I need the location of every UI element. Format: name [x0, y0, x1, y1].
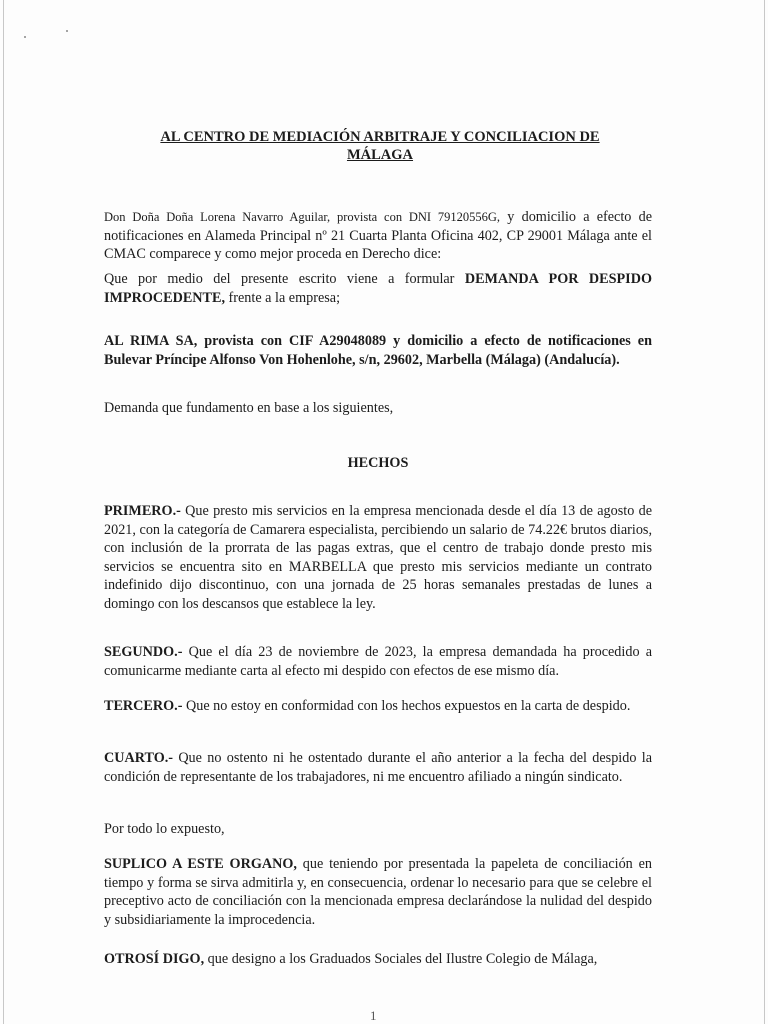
demand-bold: DEMANDA POR DESPIDO IMPROCEDENTE, [104, 271, 652, 306]
otrosi-label: OTROSÍ DIGO, [104, 951, 205, 967]
hechos-heading: HECHOS [347, 455, 409, 471]
suplico-paragraph [104, 855, 652, 929]
suplico-text: que teniendo por presentada la papeleta de conciliación en tiempo y forma se sirva admitirla y, en consecuencia, ordenar lo necesario para que se celebre el preceptivo acto de conciliación con la mencionada empresa declarándose la nulidad del despido y subsidiariamente la improcedencia. [104, 856, 652, 928]
segundo-label: SEGUNDO.- [104, 644, 183, 660]
company-text: AL RIMA SA, provista con CIF A29048089 y domicilio a efecto de notificaciones en Bulevar Príncipe Alfonso Von Hohenlohe, s/n, 29602, Marbella (Málaga) (Andalucía). [104, 333, 652, 368]
segundo-text: Que el día 23 de noviembre de 2023, la empresa demandada ha procedido a comunicarme mediante carta al efecto mi despido con efectos de ese mismo día. [104, 644, 652, 679]
demand-pre: Que por medio del presente escrito viene a formular [104, 271, 465, 287]
cuarto-text: Que no ostento ni he ostentado durante el año anterior a la fecha del despido la condición de representante de los trabajadores, ni me encuentro afiliado a ningún sindicato. [104, 750, 652, 785]
primero-paragraph [104, 502, 652, 613]
cuarto-paragraph [104, 749, 652, 786]
intro-paragraph [104, 208, 652, 264]
demand-paragraph [104, 270, 652, 307]
page-number: 1 [370, 1008, 377, 1023]
document-title [110, 128, 650, 164]
otrosi-paragraph [104, 950, 652, 969]
scan-speck [24, 36, 26, 38]
demand-basis-paragraph [104, 399, 652, 418]
right-edge-mark [764, 0, 765, 1024]
scan-speck [66, 30, 68, 32]
tercero-label: TERCERO.- [104, 698, 183, 714]
por-todo-text: Por todo lo expuesto, [104, 821, 225, 837]
primero-text: Que presto mis servicios en la empresa mencionada desde el día 13 de agosto de 2021, con la categoría de Camarera especialista, percibiendo un salario de 74.22€ brutos diarios, con inclusión de la prorrata de las pagas extras, que el centro de trabajo donde presto mis servicios se encuentra sito en MARBELLA que presto mis servicios mediante un contrato indefinido dijo discontinuo, con una jornada de 25 horas semanales prestadas de lunes a domingo con los descansos que establece la ley. [104, 503, 652, 612]
tercero-text: Que no estoy en conformidad con los hechos expuestos en la carta de despido. [182, 698, 631, 714]
primero-label: PRIMERO.- [104, 503, 181, 519]
cuarto-label: CUARTO.- [104, 750, 173, 766]
demand-basis-text: Demanda que fundamento en base a los siguientes, [104, 400, 394, 416]
segundo-paragraph [104, 643, 652, 680]
company-paragraph [104, 332, 652, 369]
title-line-2: MÁLAGA [346, 147, 414, 163]
suplico-label: SUPLICO A ESTE ORGANO, [104, 856, 297, 872]
intro-lead: Don Doña Doña Lorena Navarro Aguilar, provista con DNI 79120556G, [104, 210, 501, 224]
intro-rest: y domicilio a efecto de notificaciones en Alameda Principal nº 21 Cuarta Planta Oficina 402, CP 29001 Málaga ante el CMAC comparece y como mejor proceda en Derecho dice: [104, 209, 652, 262]
tercero-paragraph [104, 697, 652, 716]
otrosi-text: que designo a los Graduados Sociales del Ilustre Colegio de Málaga, [204, 951, 598, 967]
demand-post: frente a la empresa; [225, 289, 341, 306]
left-edge-mark [3, 0, 4, 1024]
por-todo-paragraph [104, 820, 652, 839]
title-line-1: AL CENTRO DE MEDIACIÓN ARBITRAJE Y CONCILIACION DE [160, 129, 600, 145]
